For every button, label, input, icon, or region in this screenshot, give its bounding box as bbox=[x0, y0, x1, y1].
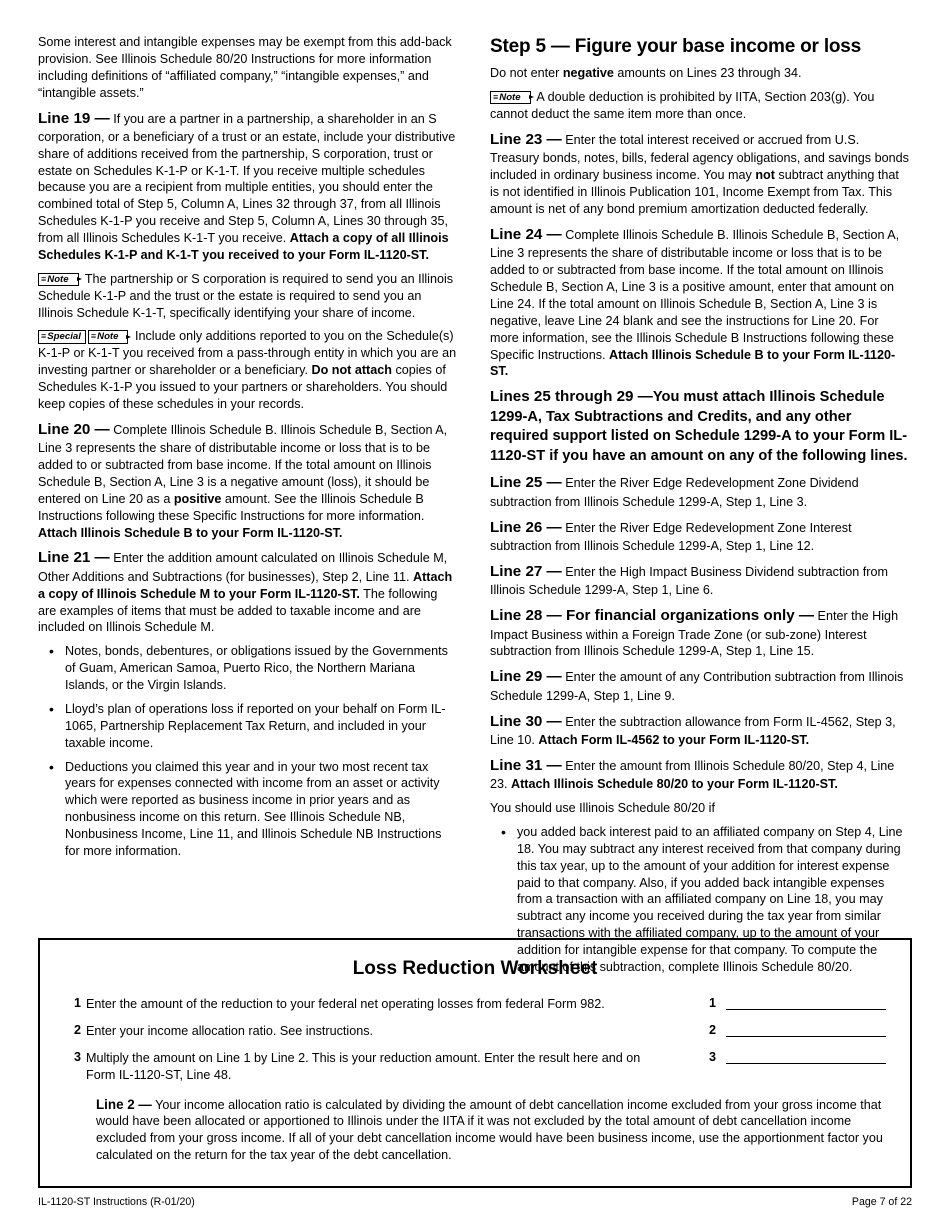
note-text-2: A double deduction is prohibited by IITA, Section 203(g). You cannot deduct the same item more than once. bbox=[490, 90, 875, 122]
line-30-attach-note: Attach Form IL-4562 to your Form IL-1120-ST. bbox=[538, 732, 810, 747]
line-21-attach-note: Attach a copy of Illinois Schedule M to your Form IL-1120-ST. bbox=[38, 569, 453, 601]
line-23-paragraph bbox=[490, 130, 910, 218]
line-29-paragraph bbox=[490, 667, 910, 704]
step-5-intro-text-2: amounts on Lines 23 through 34. bbox=[613, 66, 802, 81]
line-23-text-1: Enter the total interest received or accrued from U.S. Treasury bonds, notes, bills, federal agency obligations, and savings bonds included in ordinary business income. You may bbox=[490, 133, 909, 183]
worksheet-row-answer bbox=[674, 996, 886, 1010]
line-29-label: Line 29 — bbox=[490, 668, 562, 686]
page-footer bbox=[38, 1196, 912, 1208]
note-text-1: The partnership or S corporation is required to send you an Illinois Schedule K-1-P and the trust or the estate is required to send you an Illinois Schedule K-1-T, specifically identifying your share of income. bbox=[38, 271, 454, 320]
line-20-text-2: amount. See the Illinois Schedule B Instructions following these Specific Instructions for more information. bbox=[38, 491, 425, 523]
note-icon: ≡ Note bbox=[88, 330, 129, 343]
worksheet-answer-field[interactable] bbox=[726, 996, 886, 1010]
worksheet-answer-field[interactable] bbox=[726, 1023, 886, 1037]
worksheet-note-text: Your income allocation ratio is calculated by dividing the amount of debt cancellation income excluded from your gross income that would have been allocated or apportioned to Illinois under the IITA if it was not excluded by the total amount of debt cancellation income excluded from your gross income. If all of your debt cancellation income would have been business income, use the apportionment factor you calculated on the return for the tax year of the debt cancellation. bbox=[96, 1097, 883, 1163]
line-19-label: Line 19 — bbox=[38, 109, 110, 127]
note-icon: ≡ Note bbox=[490, 91, 531, 104]
worksheet-answer-number: 3 bbox=[708, 1049, 716, 1064]
footer-page-number: Page 7 of 22 bbox=[851, 1196, 912, 1208]
worksheet-answer-field[interactable] bbox=[726, 1050, 886, 1064]
worksheet-answer-number: 2 bbox=[708, 1022, 716, 1037]
line-26-text: Enter the River Edge Redevelopment Zone Interest subtraction from Illinois Schedule 1299-A, Step 1, Line 12. bbox=[490, 520, 852, 554]
line-21-label: Line 21 — bbox=[38, 549, 110, 567]
line-20-paragraph bbox=[38, 420, 458, 542]
step-5-intro-text-1: Do not enter bbox=[490, 66, 563, 81]
worksheet-row-answer bbox=[674, 1050, 886, 1064]
line-19-text: If you are a partner in a partnership, a shareholder in an S corporation, or a beneficiary of a trust or an estate, include your distributive share of additions received from the partnership, S corporation, trust or estate on Schedules K-1-P or K-1-T. If you receive multiple schedules because you are a recipient from multiple entities, you should enter the combined total of Step 5, Column A, Lines 32 through 37, from all Illinois Schedules K-1-P you receive and Step 5, Column A, Lines 30 through 35, from all Illinois Schedules K-1-T you receive. bbox=[38, 111, 456, 246]
line-21-text-1: Enter the addition amount calculated on Illinois Schedule M, Other Additions and Subtractions (for businesses), Step 2, Line 11. bbox=[38, 551, 448, 584]
step-5-intro-bold: negative bbox=[562, 66, 614, 81]
special-icon: ≡ Special bbox=[38, 330, 86, 343]
lines-25-29-label: Lines 25 through 29 — bbox=[490, 388, 653, 406]
worksheet-row-answer bbox=[674, 1023, 886, 1037]
line-30-text: Enter the subtraction allowance from Form IL-4562, Step 3, Line 10. bbox=[490, 714, 896, 747]
worksheet-note-label: Line 2 — bbox=[96, 1096, 152, 1112]
line-21-bullet-list bbox=[38, 643, 458, 860]
loss-reduction-worksheet bbox=[38, 938, 912, 1188]
worksheet-row bbox=[64, 1050, 886, 1084]
special-note-text-2: copies of Schedules K-1-P you issued to your partners or shareholders. You should keep copies of these schedules in your records. bbox=[38, 363, 448, 411]
line-31-text-1: Enter the amount from Illinois Schedule 80/20, Step 4, Line 23. bbox=[490, 758, 895, 792]
line-25-label: Line 25 — bbox=[490, 474, 562, 492]
note-paragraph-2 bbox=[490, 89, 910, 123]
line-28-text: Enter the High Impact Business within a Foreign Trade Zone (or sub-zone) Interest subtraction from Illinois Schedule 1299-A, Step 1, Line 15. bbox=[490, 609, 899, 659]
line-20-label: Line 20 — bbox=[38, 420, 110, 438]
line-28-label: Line 28 — For financial organizations only — bbox=[490, 607, 815, 625]
intro-paragraph: Some interest and intangible expenses may be exempt from this add-back provision. See Illinois Schedule 80/20 Instructions for more information including definitions of “affiliated company,” “intangible expenses,” and “intangible assets.” bbox=[38, 35, 452, 100]
line-28-paragraph bbox=[490, 606, 910, 660]
special-note-paragraph bbox=[38, 328, 458, 412]
line-27-paragraph bbox=[490, 562, 910, 599]
worksheet-row-text: Multiply the amount on Line 1 by Line 2. This is your reduction amount. Enter the result here and on Form IL-1120-ST, Line 48. bbox=[86, 1050, 641, 1082]
line-31-paragraph bbox=[490, 756, 910, 793]
line-27-label: Line 27 — bbox=[490, 562, 562, 580]
line-23-text-2: subtract anything that is not identified in Illinois Publication 101, Income Exempt from Tax. This amount is net of any bond premium amortization deducted federally. bbox=[490, 168, 899, 217]
line-25-paragraph bbox=[490, 473, 910, 510]
line-24-text-1: Complete Illinois Schedule B. Illinois Schedule B, Section A, Line 3 represents the share of distributable income or loss that is to be added to or subtracted from base income. If the total amount on Illinois Schedule B, Section A, Line 3 is a positive amount, enter that amount on Line 24. If the total amount on Illinois Schedule B, Section A, Line 3 is negative, leave Line 24 blank and see the instructions for Line 20. For more information, see the Illinois Schedule B Instructions following these Specific Instructions. bbox=[490, 227, 900, 362]
line-26-paragraph bbox=[490, 518, 910, 555]
note-icon: ≡ Note bbox=[38, 273, 79, 286]
note-paragraph-1 bbox=[38, 271, 458, 322]
worksheet-row-text: Enter your income allocation ratio. See instructions. bbox=[86, 1023, 373, 1038]
list-item: • Deductions you claimed this year and in your two most recent tax years for expenses connected with income from an asset or activity which were reported as business income in prior years and as nonbusiness income on this return. See Illinois Schedule NB, Nonbusiness Income, Line 11, and Illinois Schedule NB Instructions for more information. bbox=[55, 759, 458, 860]
worksheet-note bbox=[64, 1096, 886, 1165]
special-note-bold: Do not attach bbox=[311, 363, 392, 378]
worksheet-row bbox=[64, 1023, 886, 1040]
line-24-paragraph bbox=[490, 225, 910, 380]
worksheet-row bbox=[64, 996, 886, 1013]
line-20-attach-note: Attach Illinois Schedule B to your Form IL-1120-ST. bbox=[38, 525, 343, 540]
two-column-body bbox=[38, 34, 912, 983]
line-23-label: Line 23 — bbox=[490, 131, 562, 149]
footer-form-id: IL-1120-ST Instructions (R-01/20) bbox=[38, 1196, 195, 1208]
line-27-text: Enter the High Impact Business Dividend subtraction from Illinois Schedule 1299-A, Step 1, Line 6. bbox=[490, 564, 888, 598]
left-column bbox=[38, 34, 458, 867]
worksheet-row-number: 3 bbox=[74, 1049, 82, 1064]
worksheet-answer-number: 1 bbox=[708, 996, 716, 1010]
step-5-heading: Step 5 — Figure your base income or loss bbox=[490, 36, 862, 57]
line-26-label: Line 26 — bbox=[490, 518, 562, 536]
worksheet-row-number: 2 bbox=[74, 1022, 82, 1037]
lines-25-29-bold: You must attach Illinois Schedule 1299-A, Tax Subtractions and Credits, and any other required support listed on Schedule 1299-A to your Form IL-1120-ST if you have an amount on any of the following lines. bbox=[490, 389, 908, 464]
line-24-attach-note: Attach Illinois Schedule B to your Form IL-1120-ST. bbox=[490, 347, 896, 379]
line-29-text: Enter the amount of any Contribution subtraction from Illinois Schedule 1299-A, Step 1, Line 9. bbox=[490, 670, 904, 703]
line-30-paragraph bbox=[490, 712, 910, 749]
worksheet-row-number: 1 bbox=[74, 996, 82, 1010]
step-5-intro bbox=[490, 65, 910, 82]
right-column bbox=[490, 34, 910, 983]
worksheet-title: Loss Reduction Worksheet bbox=[352, 958, 598, 979]
line-21-paragraph bbox=[38, 548, 458, 636]
line-24-label: Line 24 — bbox=[490, 225, 562, 243]
line-25-text: Enter the River Edge Redevelopment Zone Dividend subtraction from Illinois Schedule 1299-A, Step 1, Line 3. bbox=[490, 476, 859, 509]
line-30-label: Line 30 — bbox=[490, 712, 562, 730]
list-item: • Notes, bonds, debentures, or obligations issued by the Governments of Guam, American Samoa, Puerto Rico, the Northern Mariana Islands, or the Virgin Islands. bbox=[55, 643, 458, 694]
line-19-attach-note: Attach a copy of all Illinois Schedules K-1-P and K-1-T you received to your Form IL-1120-ST. bbox=[38, 231, 449, 262]
line-19-paragraph bbox=[38, 109, 458, 264]
line-31-attach-note: Attach Illinois Schedule 80/20 to your Form IL-1120-ST. bbox=[511, 777, 838, 792]
line-23-bold: not bbox=[755, 168, 775, 183]
line-21-text-2: The following are examples of items that must be added to taxable income and are included on Illinois Schedule M. bbox=[38, 586, 438, 635]
line-31-followup: You should use Illinois Schedule 80/20 if bbox=[490, 801, 715, 815]
line-20-bold-1: positive bbox=[173, 491, 222, 506]
special-note-text-1: Include only additions reported to you on the Schedule(s) K-1-P or K-1-T you received from a pass-through entity in which you are an investing partner or shareholder or a beneficiary. bbox=[38, 329, 457, 378]
worksheet-row-text: Enter the amount of the reduction to your federal net operating losses from federal Form 982. bbox=[86, 997, 605, 1011]
list-item: • Lloyd’s plan of operations loss if reported on your behalf on Form IL-1065, Partnership Replacement Tax Return, and included in your taxable income. bbox=[55, 701, 458, 752]
line-20-text-1: Complete Illinois Schedule B. Illinois Schedule B, Section A, Line 3 represents the share of distributable income or loss that is to be added to or subtracted from base income. If the total amount on Illinois Schedule B, Section A, Line 3 is a negative amount (loss), it should be entered on Line 20 as a bbox=[38, 422, 448, 506]
line-31-label: Line 31 — bbox=[490, 756, 562, 774]
list-item: • you added back interest paid to an affiliated company on Step 4, Line 18. You may subtract any interest received from that company during this tax year, up to the amount of your addition for interest expense paid to that company. Also, if you added back intangible expenses from a transaction with an affiliated company on Line 18, you may subtract any income you received during the tax year from similar transactions with the affiliated company, up to the amount of your addition for intangible expense for that company. To compute the amount of this subtraction, complete Illinois Schedule 80/20. bbox=[507, 824, 910, 976]
lines-25-29-paragraph bbox=[490, 387, 910, 466]
